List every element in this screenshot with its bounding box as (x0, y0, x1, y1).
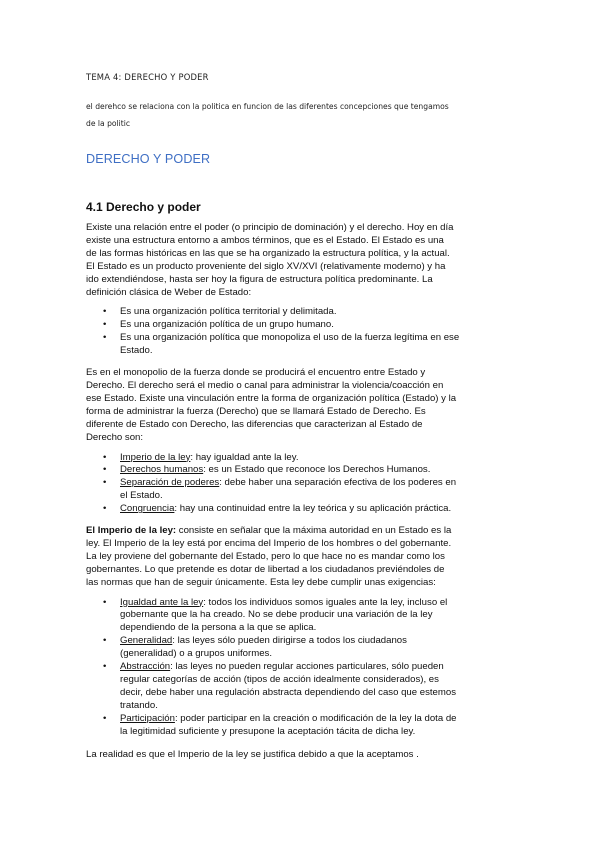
term: Abstracción (120, 661, 171, 673)
list-item: • Es una organización política que monopoliza el uso de la fuerza legítima en ese Estado. (120, 332, 516, 358)
handwritten-note (86, 98, 536, 132)
text-line: La ley proviene del gobernante del Estado, pero lo que hace no es mandar como los (86, 550, 445, 562)
text-line: ese Estado. Existe una vinculación entre la forma de organización política (Estado) y la (86, 392, 457, 404)
list-item: • Imperio de la ley: hay igualdad ante la ley. (120, 452, 516, 465)
text-line: Es en el monopolio de la fuerza donde se producirá el encuentro entre Estado y (86, 367, 426, 379)
text-line: ley. El Imperio de la ley está por encima del Imperio de los hombres o del gobernante. (86, 537, 452, 549)
topic-heading: TEMA 4: DERECHO Y PODER (86, 72, 209, 82)
note-line: el derehco se relaciona con la politica en funcion de las diferentes concepciones que tengamos (86, 102, 449, 111)
list-item: • Abstracción: las leyes no pueden regular acciones particulares, sólo pueden regular categorías de acción (tipos de acción idealmente considerados), es decir, debe haber una regulación abstracta dependiendo del caso que estemos tratando. (120, 661, 516, 713)
text-line: diferente de Estado con Derecho, las diferencias que caracterizan al Estado de (86, 418, 423, 430)
list-item: • Separación de poderes: debe haber una separación efectiva de los poderes en el Estado. (120, 477, 516, 503)
list-item: • Participación: poder participar en la creación o modificación de la ley la dota de la legitimidad suficiente y presupone la aceptación tácita de dicha ley. (120, 713, 516, 739)
note-line: de la politic (86, 119, 131, 128)
paragraph-intro (86, 222, 516, 299)
weber-definition-list (86, 306, 516, 358)
term: Derechos humanos (120, 464, 204, 476)
paragraph-imperio-ley: El Imperio de la ley: consiste en señalar que la máxima autoridad en un Estado es la ley. El Imperio de la ley está por encima del Imperio de los hombres o del gobernante. La ley proviene del gobernante del Estado, pero lo que hace no es mandar como los gobernantes. Lo que pretende es dotar de libertad a los ciudadanos previéndoles de las normas que han de seguir únicamente. Esta ley debe cumplir unas exigencias: (86, 525, 452, 588)
term: Generalidad (120, 635, 173, 647)
list-item: • Generalidad: las leyes sólo pueden dirigirse a todos los ciudadanos (generalidad) o a grupos uniformes. (120, 635, 516, 661)
text-line: Derecho. El derecho será el medio o canal para administrar la violencia/coacción en (86, 379, 444, 391)
text-line: forma de administrar la fuerza (Derecho) que se llamará Estado de Derecho. Es (86, 405, 426, 417)
text-line: existe una estructura entorno a ambos términos, que es el Estado. El Estado es una (86, 234, 444, 246)
term: Igualdad ante la ley (120, 596, 204, 608)
term: Participación (120, 712, 175, 724)
text-line: gobernantes. Lo que pretende es dotar de libertad a los ciudadanos previéndoles de (86, 563, 445, 575)
term: Congruencia (120, 503, 175, 515)
bold-lead: El Imperio de la ley: (86, 525, 177, 537)
section-subtitle: 4.1 Derecho y poder (86, 200, 201, 214)
text-line: ido extendiéndose, hasta ser hoy la figura de estructura política predominante. La (86, 273, 433, 285)
list-item: • Igualdad ante la ley: todos los individuos somos iguales ante la ley, incluso el gobernante que la ha creado. No se debe producir una variación de la ley dependiendo de la persona a la que se aplica. (120, 597, 516, 636)
list-item: • Congruencia: hay una continuidad entre la ley teórica y su aplicación práctica. (120, 503, 516, 516)
text-line: las normas que han de seguir únicamente. Esta ley debe cumplir unas exigencias: (86, 576, 436, 588)
text-line: definición clásica de Weber de Estado: (86, 286, 252, 298)
section-title: DERECHO Y PODER (86, 152, 211, 166)
document-body (86, 222, 516, 761)
exigencias-list (86, 597, 516, 739)
closing-paragraph: La realidad es que el Imperio de la ley se justifica debido a que la aceptamos . (86, 748, 419, 760)
list-item: • Derechos humanos: es un Estado que reconoce los Derechos Humanos. (120, 464, 516, 477)
term: Imperio de la ley (120, 451, 191, 463)
list-item: • Es una organización política territorial y delimitada. (120, 306, 516, 319)
text-line: Existe una relación entre el poder (o principio de dominación) y el derecho. Hoy en día (86, 222, 454, 233)
paragraph-estado-derecho (86, 367, 516, 444)
estado-derecho-list (86, 452, 516, 517)
text-line: Derecho son: (86, 431, 144, 443)
list-item: • Es una organización política de un grupo humano. (120, 319, 516, 332)
term: Separación de poderes (120, 477, 220, 489)
text-line: El Estado es un producto proveniente del siglo XV/XVI (relativamente moderno) y ha (86, 260, 446, 272)
text-line: de las formas históricas en las que se ha organizado la estructura política, y la actual. (86, 247, 450, 259)
